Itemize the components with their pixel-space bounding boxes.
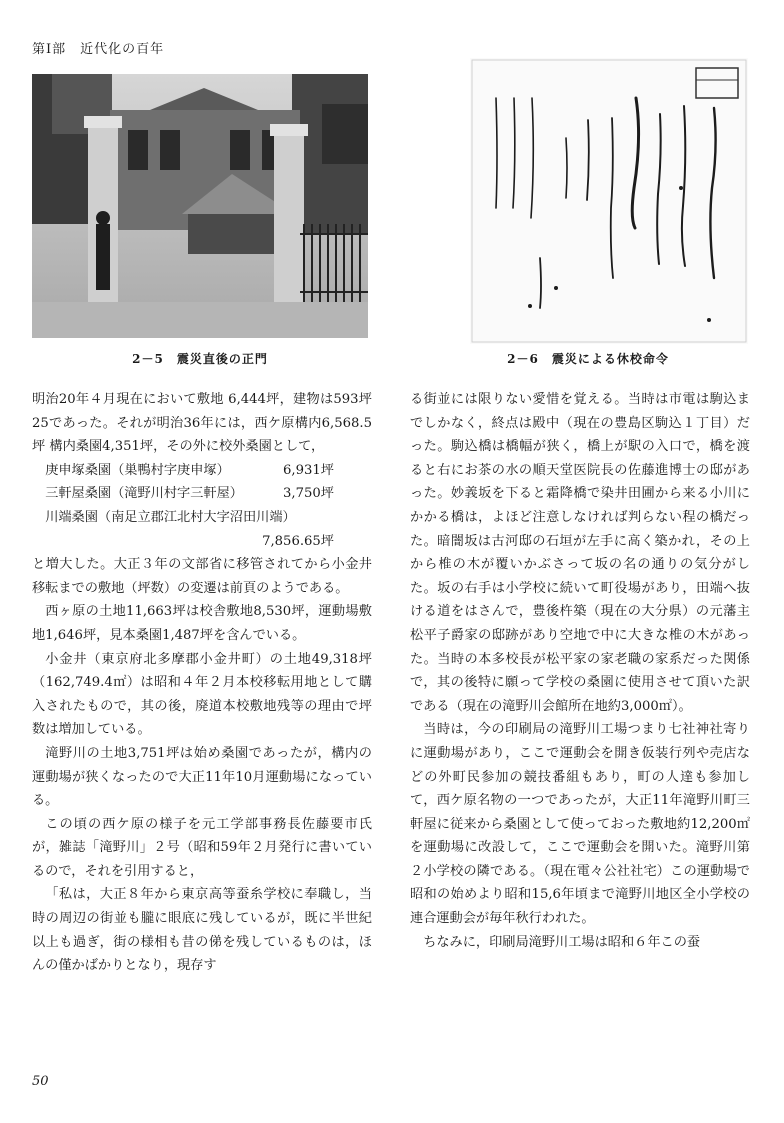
figure-caption: 2－6 震災による休校命令 bbox=[507, 352, 669, 366]
farm-area: 3,750坪 bbox=[283, 486, 334, 502]
page-number: 50 bbox=[32, 1074, 49, 1089]
paragraph: 滝野川の土地3,751坪は始め桑園であったが，構内の運動場が狭くなったので大正11年10月運動場になっている。 bbox=[32, 745, 372, 809]
paragraph: この頃の西ケ原の様子を元工学部事務長佐藤要市氏が，雑誌「滝野川」２号（昭和59年２月発行に書いているので，それを引用すると， bbox=[32, 816, 372, 879]
running-head: 第Ⅰ部 近代化の百年 bbox=[32, 42, 165, 57]
paragraph: 明治20年４月現在において敷地 6,444坪，建物は593坪25であった。それが明治36年には，西ケ原構内6,568.5坪 構内桑園4,351坪，その外に校外桑園として， bbox=[32, 392, 372, 455]
paragraph: 西ヶ原の土地11,663坪は校舎敷地8,530坪，運動場敷地1,646坪，見本桑園1,487坪を含んでいる。 bbox=[32, 604, 372, 643]
farm-name: 庚申塚桑園（巣鴨村字庚申塚） bbox=[45, 462, 230, 478]
body-column-left bbox=[32, 388, 372, 978]
paragraph: ちなみに，印刷局滝野川工場は昭和６年この蚕 bbox=[423, 934, 701, 950]
handwritten-document-illustration bbox=[470, 58, 748, 344]
farm-list-item bbox=[32, 459, 372, 483]
body-column-right bbox=[410, 388, 750, 954]
farm-list-item bbox=[32, 482, 372, 506]
gate-photo-illustration bbox=[32, 74, 368, 338]
paragraph: 「私は，大正８年から東京高等蚕糸学校に奉職し，当時の周辺の街並も朧に眼底に残しているが，既に半世紀以上も過ぎ，街の様相も昔の俤を残しているものは，ほんの僅かばかりとなり，現存す bbox=[32, 887, 372, 974]
closure-order-document bbox=[470, 58, 748, 344]
farm-area: 6,931坪 bbox=[283, 462, 334, 478]
farm-name: 三軒屋桑園（滝野川村字三軒屋） bbox=[45, 486, 243, 502]
paragraph: 当時は，今の印刷局の滝野川工場つまり七社神社寄りに運動場があり，ここで運動会を開き仮装行列や売店などの外町民参加の競技番組もあり，町の人達も参加して，西ケ原名物の一つであったが，大正11年滝野川町三軒屋に従来から桑園として使っておった敷地約12,200㎡を運動場に改設して，ここで運動会を開いた。滝野川第２小学校の隣である。（現在電々公社社宅）この運動場で昭和の始めより昭和15,6年頃まで滝野川地区全小学校の連合運動会が毎年秋行われた。 bbox=[410, 722, 750, 927]
paragraph: る街並には限りない愛惜を覚える。当時は市電は駒込までしかなく，終点は殿中（現在の豊島区駒込１丁目）だった。駒込橋は橋幅が狭く，橋上が駅の入口で，橋を渡ると右にお茶の水の順天堂医院長の佐藤進博士の邸があった。妙義坂を下ると霜降橋で染井田圃から来る小川にかかる橋は，よほど注意しなければ判らない程の橋だった。暗闇坂は古河邸の石垣が左手に高く築かれ，その上から椎の木が覆いかぶさって坂の名の通りの気分がした。坂の右手は小学校に続いて町役場があり，田端へ抜ける道をはさんで，豊後杵築（現在の大分県）の元藩主松平子爵家の邸跡があり空地で中に大きな椎の木があった。当時の本多校長が松平家の家老職の家系だった関係で，其の後特に願って学校の桑園に使用させて頂いた訳である（現在の滝野川会館所在地約3,000㎡）。 bbox=[410, 392, 750, 714]
gate-photo bbox=[32, 74, 368, 338]
farm-list-item bbox=[32, 506, 372, 530]
figure-caption: 2－5 震災直後の正門 bbox=[132, 352, 268, 366]
farm-area: 7,856.65坪 bbox=[262, 533, 334, 549]
paragraph: 小金井（東京府北多摩郡小金井町）の土地49,318坪（162,749.4㎡）は昭和４年２月本校移転用地として購入されたもので，其の後，廃道本校敷地残等の理由で坪数は増加している。 bbox=[32, 651, 372, 738]
farm-name: 川端桑園（南足立郡江北村大字沼田川端） bbox=[45, 509, 296, 525]
paragraph: と増大した。大正３年の文部省に移管されてから小金井移転までの敷地（坪数）の変遷は前頁のようである。 bbox=[32, 557, 372, 596]
